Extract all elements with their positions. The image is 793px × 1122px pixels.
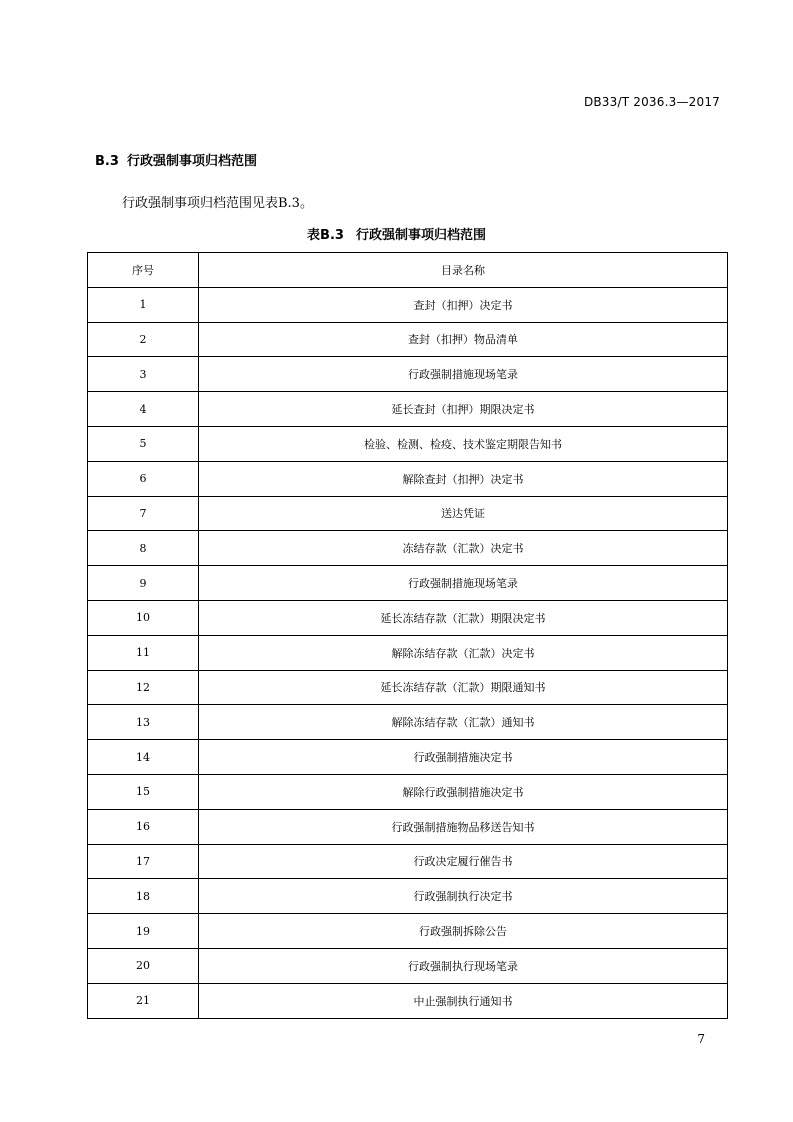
archive-scope-table — [87, 252, 728, 1019]
table-row — [88, 426, 728, 461]
table-row — [88, 879, 728, 914]
row-serial-number: 4 — [88, 392, 199, 427]
header-catalog-name: 目录名称 — [199, 253, 728, 288]
intro-paragraph: 行政强制事项归档范围见表B.3。 — [122, 196, 313, 211]
table-caption-number: 表B.3 — [307, 228, 344, 243]
row-catalog-name: 行政强制执行现场笔录 — [199, 948, 728, 983]
table-row — [88, 496, 728, 531]
table-row — [88, 600, 728, 635]
row-catalog-name: 行政强制措施决定书 — [199, 740, 728, 775]
row-serial-number: 11 — [88, 635, 199, 670]
row-serial-number: 6 — [88, 461, 199, 496]
table-row — [88, 774, 728, 809]
row-catalog-name: 行政强制措施现场笔录 — [199, 357, 728, 392]
row-serial-number: 12 — [88, 670, 199, 705]
row-serial-number: 15 — [88, 774, 199, 809]
row-serial-number: 8 — [88, 531, 199, 566]
row-serial-number: 2 — [88, 322, 199, 357]
row-catalog-name: 行政强制执行决定书 — [199, 879, 728, 914]
table-row — [88, 914, 728, 949]
row-serial-number: 20 — [88, 948, 199, 983]
row-serial-number: 5 — [88, 426, 199, 461]
section-title: 行政强制事项归档范围 — [127, 154, 258, 169]
table-row — [88, 670, 728, 705]
table-row — [88, 566, 728, 601]
row-serial-number: 14 — [88, 740, 199, 775]
row-catalog-name: 中止强制执行通知书 — [199, 983, 728, 1018]
row-catalog-name: 行政决定履行催告书 — [199, 844, 728, 879]
row-serial-number: 17 — [88, 844, 199, 879]
row-catalog-name: 解除冻结存款（汇款）决定书 — [199, 635, 728, 670]
row-catalog-name: 查封（扣押）决定书 — [199, 287, 728, 322]
row-catalog-name: 行政强制拆除公告 — [199, 914, 728, 949]
document-code: DB33/T 2036.3—2017 — [583, 95, 720, 109]
row-catalog-name: 解除冻结存款（汇款）通知书 — [199, 705, 728, 740]
table-row — [88, 531, 728, 566]
table-row — [88, 740, 728, 775]
row-serial-number: 13 — [88, 705, 199, 740]
table-row — [88, 461, 728, 496]
row-serial-number: 7 — [88, 496, 199, 531]
table-row — [88, 809, 728, 844]
row-serial-number: 1 — [88, 287, 199, 322]
table-row — [88, 357, 728, 392]
row-catalog-name: 延长冻结存款（汇款）期限决定书 — [199, 600, 728, 635]
row-serial-number: 3 — [88, 357, 199, 392]
row-catalog-name: 检验、检测、检疫、技术鉴定期限告知书 — [199, 426, 728, 461]
table-row — [88, 705, 728, 740]
row-serial-number: 10 — [88, 600, 199, 635]
section-number: B.3 — [95, 154, 119, 169]
row-catalog-name: 冻结存款（汇款）决定书 — [199, 531, 728, 566]
table-row — [88, 948, 728, 983]
page-number: 7 — [697, 1032, 705, 1046]
section-heading — [95, 150, 257, 169]
table-header-row — [88, 253, 728, 288]
table-row — [88, 322, 728, 357]
row-catalog-name: 查封（扣押）物品清单 — [199, 322, 728, 357]
row-catalog-name: 延长冻结存款（汇款）期限通知书 — [199, 670, 728, 705]
row-serial-number: 21 — [88, 983, 199, 1018]
row-serial-number: 9 — [88, 566, 199, 601]
row-catalog-name: 行政强制措施物品移送告知书 — [199, 809, 728, 844]
table-caption-title: 行政强制事项归档范围 — [355, 228, 486, 243]
header-serial-number: 序号 — [88, 253, 199, 288]
table-row — [88, 844, 728, 879]
table-row — [88, 392, 728, 427]
table-caption — [0, 224, 793, 243]
table-row — [88, 635, 728, 670]
row-catalog-name: 送达凭证 — [199, 496, 728, 531]
row-serial-number: 16 — [88, 809, 199, 844]
row-serial-number: 18 — [88, 879, 199, 914]
row-catalog-name: 延长查封（扣押）期限决定书 — [199, 392, 728, 427]
row-catalog-name: 解除查封（扣押）决定书 — [199, 461, 728, 496]
row-serial-number: 19 — [88, 914, 199, 949]
row-catalog-name: 行政强制措施现场笔录 — [199, 566, 728, 601]
table-body — [88, 287, 728, 1018]
row-catalog-name: 解除行政强制措施决定书 — [199, 774, 728, 809]
table-row — [88, 983, 728, 1018]
table-row — [88, 287, 728, 322]
